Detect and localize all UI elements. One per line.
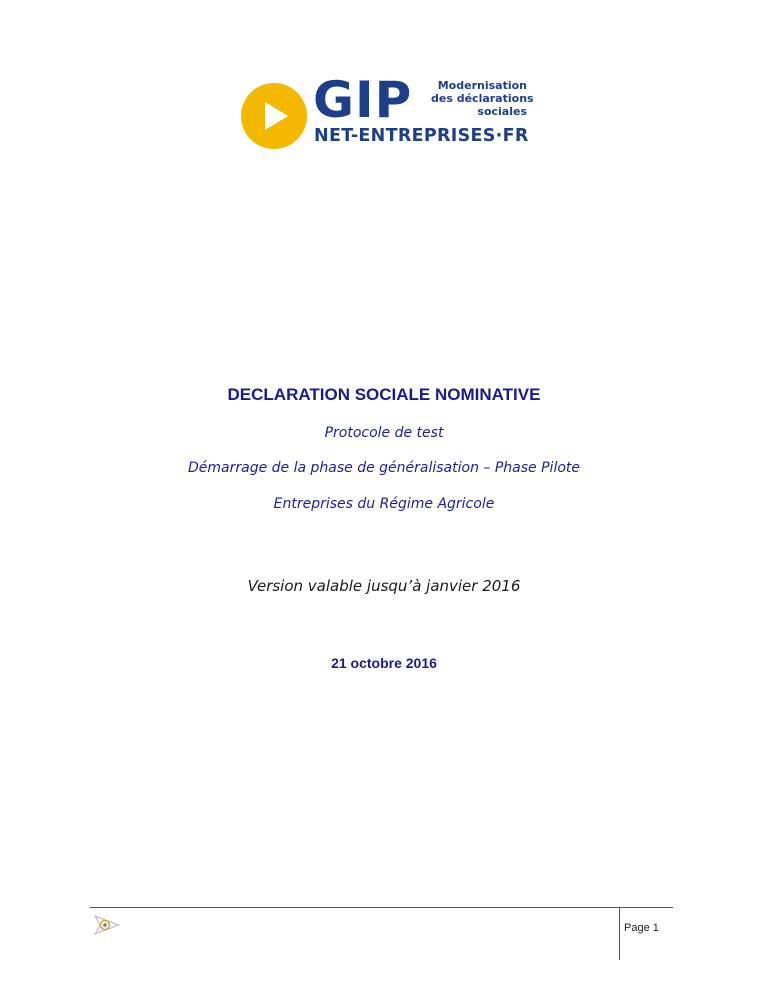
play-circle-icon: [241, 83, 307, 149]
document-date: 21 octobre 2016: [331, 655, 437, 671]
cursor-logo-icon: [93, 914, 123, 936]
footer-vertical-divider: [619, 908, 620, 960]
document-version: Version valable jusqu’à janvier 2016: [247, 577, 521, 595]
gip-logo: [241, 71, 541, 149]
document-subtitle-phase: Démarrage de la phase de généralisation – Phase Pilote: [188, 460, 580, 476]
document-subtitle-protocol: Protocole de test: [324, 425, 444, 441]
page-number: Page 1: [624, 922, 659, 934]
logo-tagline: [431, 79, 534, 118]
logo-tagline-line: des déclarations: [431, 92, 534, 105]
logo-tagline-line: sociales: [477, 105, 527, 118]
document-subtitle-regime: Entreprises du Régime Agricole: [273, 496, 495, 512]
logo-brand: GIP: [313, 71, 413, 129]
document-title: DECLARATION SOCIALE NOMINATIVE: [227, 385, 541, 404]
logo-tagline-line: Modernisation: [437, 79, 527, 92]
footer-divider: [90, 907, 673, 908]
logo-site-name: NET-ENTREPRISES·FR: [314, 126, 529, 146]
